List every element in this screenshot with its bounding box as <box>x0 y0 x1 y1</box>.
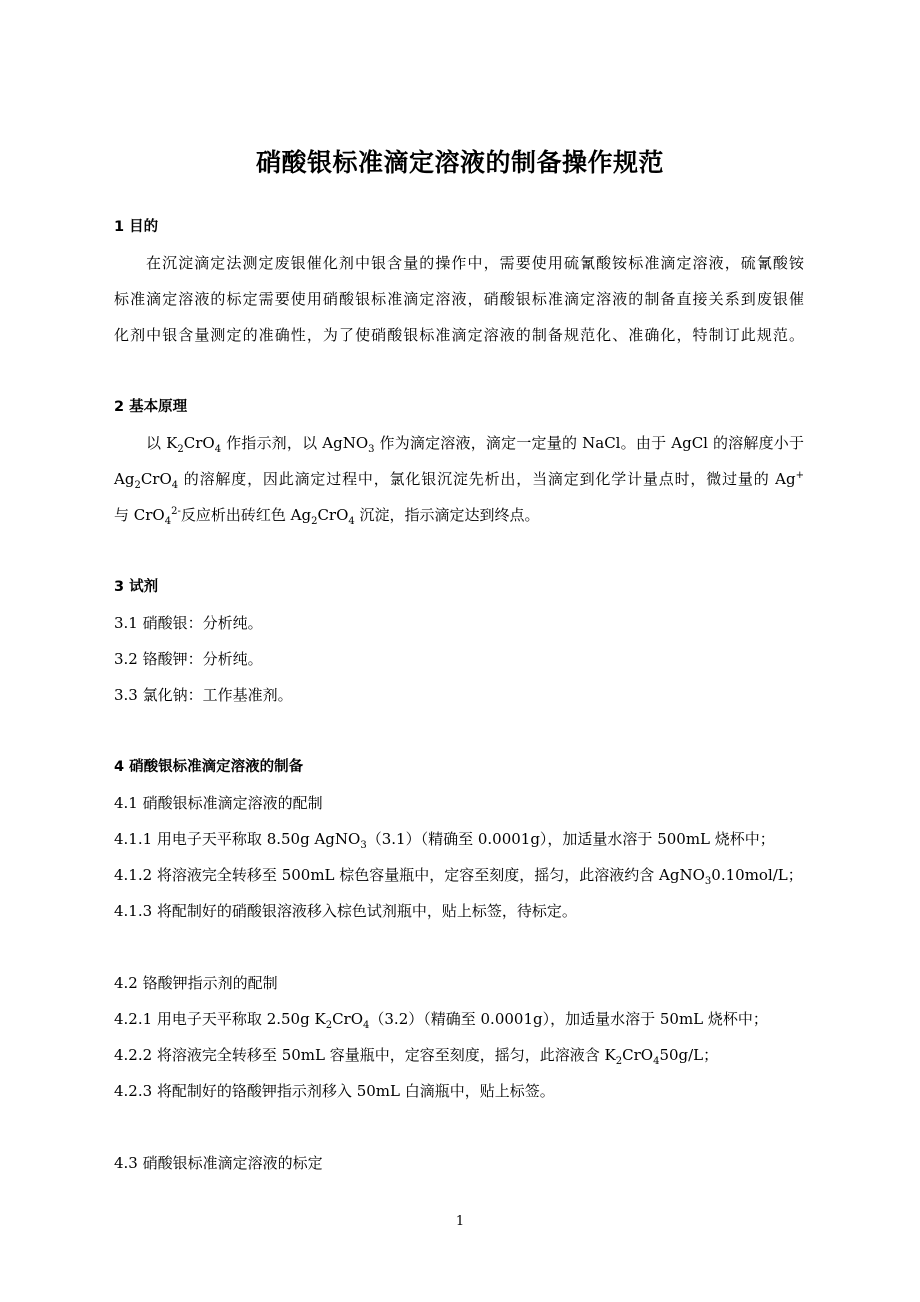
reagent-item-3-2: 3.2 铬酸钾：分析纯。 <box>114 650 263 668</box>
section-3-heading: 3 试剂 <box>114 579 159 595</box>
step-4-1-2: 4.1.2 将溶液完全转移至 500mL 棕色容量瓶中，定容至刻度，摇匀，此溶液约含 AgNO$_3$0.10mol/L； <box>114 866 803 887</box>
section-2-paragraph-line-3: 与 CrO$_4^{2-}$反应析出砖红色 $Ag_2CrO_4$ 沉淀，指示滴定达到终点。 <box>114 506 540 527</box>
reagent-item-3-1: 3.1 硝酸银：分析纯。 <box>114 614 263 632</box>
section-1-paragraph-line-3: 化剂中银含量测定的准确性，为了使硝酸银标准滴定溶液的制备规范化、准确化，特制订此规范。 <box>114 326 804 344</box>
subsection-4-1-heading: 4.1 硝酸银标准滴定溶液的配制 <box>114 794 323 812</box>
subsection-4-2-heading: 4.2 铬酸钾指示剂的配制 <box>114 974 278 992</box>
section-2-paragraph-line-1: 以 $K_2CrO_4$ 作指示剂，以 AgNO$_3$ 作为滴定溶液，滴定一定量的 NaCl。由于 AgCl 的溶解度小于 <box>146 434 804 455</box>
reagent-item-3-3: 3.3 氯化钠：工作基准剂。 <box>114 686 293 704</box>
section-1-paragraph-line-2: 标准滴定溶液的标定需要使用硝酸银标准滴定溶液，硝酸银标准滴定溶液的制备直接关系到废银催 <box>114 290 804 308</box>
page-number: 1 <box>455 1214 465 1229</box>
subsection-4-3-heading: 4.3 硝酸银标准滴定溶液的标定 <box>114 1154 323 1172</box>
step-4-2-2: 4.2.2 将溶液完全转移至 50mL 容量瓶中，定容至刻度，摇匀，此溶液含 $K_2CrO_450g/L$； <box>114 1046 719 1067</box>
section-1-paragraph-line-1: 在沉淀滴定法测定废银催化剂中银含量的操作中，需要使用硫氰酸铵标准滴定溶液，硫氰酸铵 <box>146 254 804 272</box>
step-4-2-1: 4.2.1 用电子天平称取 2.50g $K_2CrO_4(3.2)$（精确至 0.0001g），加适量水溶于 50mL 烧杯中； <box>114 1010 768 1031</box>
step-4-1-3: 4.1.3 将配制好的硝酸银溶液移入棕色试剂瓶中，贴上标签，待标定。 <box>114 902 577 920</box>
step-4-1-1: 4.1.1 用电子天平称取 8.50g AgNO$_3$（3.1）（精确至 0.0001g），加适量水溶于 500mL 烧杯中； <box>114 830 775 851</box>
section-2-paragraph-line-2: $Ag_2CrO_4$ 的溶解度，因此滴定过程中，氯化银沉淀先析出，当滴定到化学计量点时，微过量的 Ag+ <box>114 470 804 491</box>
section-2-heading: 2 基本原理 <box>114 399 188 415</box>
section-4-heading: 4 硝酸银标准滴定溶液的制备 <box>114 759 304 775</box>
section-1-heading: 1 目的 <box>114 219 159 235</box>
step-4-2-3: 4.2.3 将配制好的铬酸钾指示剂移入 50mL 白滴瓶中，贴上标签。 <box>114 1082 555 1100</box>
document-title: 硝酸银标准滴定溶液的制备操作规范 <box>255 148 664 177</box>
